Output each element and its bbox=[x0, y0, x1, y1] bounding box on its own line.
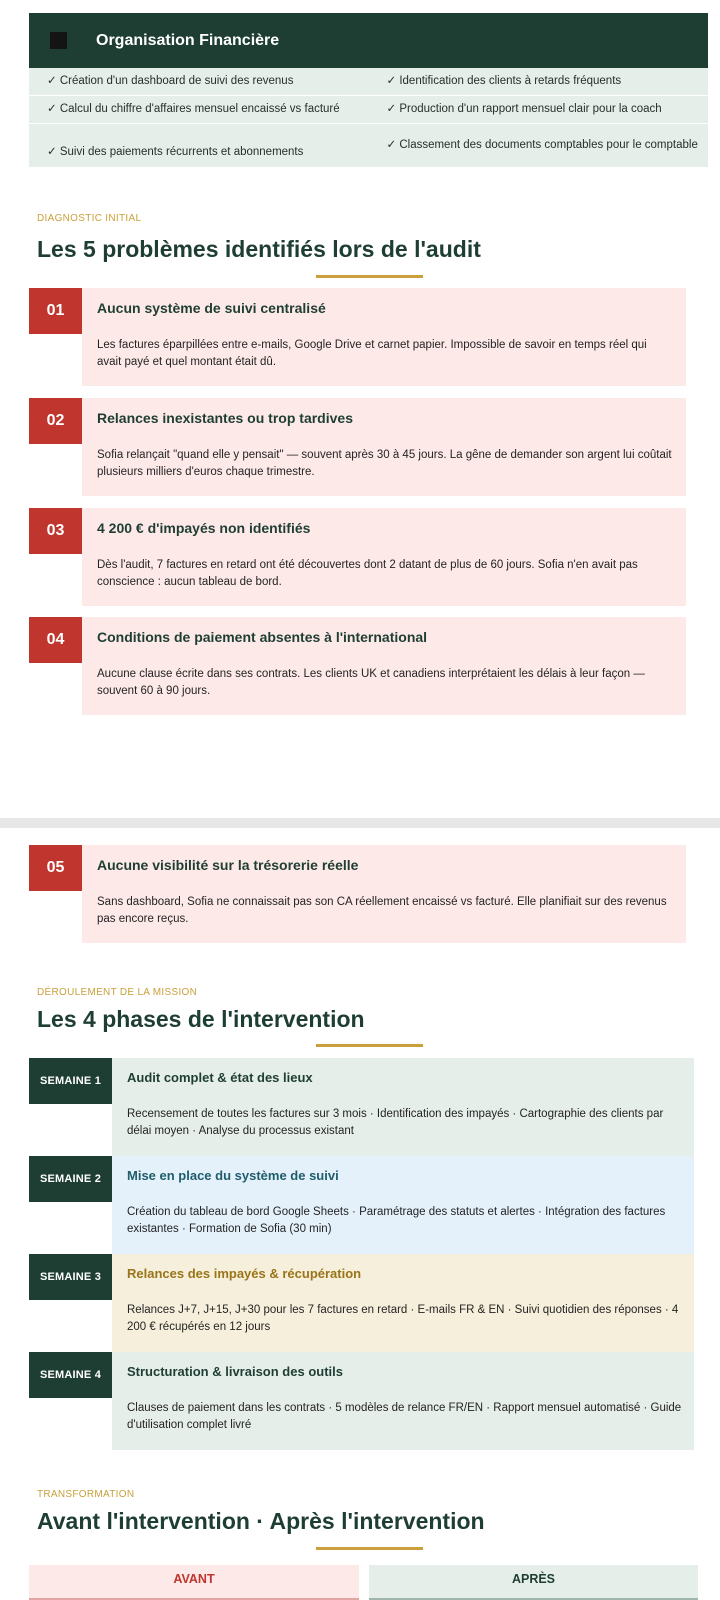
problem-number: 01 bbox=[29, 288, 82, 334]
financial-table-row bbox=[29, 68, 708, 96]
problem-title: Aucune visibilité sur la trésorerie réelle bbox=[97, 857, 359, 873]
financial-item: ✓ Calcul du chiffre d'affaires mensuel encaissé vs facturé bbox=[47, 103, 340, 116]
problem-card-02 bbox=[29, 398, 686, 496]
problem-description: Sans dashboard, Sofia ne connaissait pas son CA réellement encaissé vs facturé. Elle planifiait sur des revenus pas encore reçus. bbox=[97, 896, 667, 926]
problem-body bbox=[82, 398, 686, 496]
problem-description: Les factures éparpillées entre e-mails, Google Drive et carnet papier. Impossible de savoir en temps réel qui avait payé et quel montant était dû. bbox=[97, 339, 647, 369]
mission-eyebrow: DÉROULEMENT DE LA MISSION bbox=[37, 987, 198, 998]
phase-body bbox=[112, 1156, 694, 1254]
before-column bbox=[29, 1565, 359, 1600]
transformation-eyebrow: TRANSFORMATION bbox=[37, 1489, 135, 1500]
after-label: APRÈS bbox=[511, 1572, 556, 1586]
problem-body bbox=[82, 508, 686, 606]
transformation-heading: Avant l'intervention · Après l'intervention bbox=[37, 1508, 485, 1534]
problem-number: 04 bbox=[29, 617, 82, 663]
phase-title: Mise en place du système de suivi bbox=[127, 1168, 339, 1183]
phase-description: Clauses de paiement dans les contrats · 5 modèles de relance FR/EN · Rapport mensuel automatisé · Guide d'utilisation complet livré bbox=[127, 1402, 682, 1432]
phase-title: Relances des impayés & récupération bbox=[127, 1266, 362, 1281]
problem-body bbox=[82, 617, 686, 715]
financial-table-row bbox=[29, 124, 708, 168]
problem-title: Relances inexistantes ou trop tardives bbox=[97, 410, 353, 426]
phase-card-week-4 bbox=[29, 1352, 694, 1450]
financial-item: ✓ Production d'un rapport mensuel clair pour la coach bbox=[386, 103, 662, 116]
square-bullet-icon bbox=[50, 32, 67, 49]
financial-table-row bbox=[29, 96, 708, 124]
phase-card-week-2 bbox=[29, 1156, 694, 1254]
financial-item: ✓ Identification des clients à retards fréquents bbox=[386, 75, 622, 88]
problem-description: Sofia relançait "quand elle y pensait" — souvent après 30 à 45 jours. La gêne de demander son argent lui coûtait plusieurs milliers d'euros chaque trimestre. bbox=[97, 449, 672, 479]
phase-description: Création du tableau de bord Google Sheets · Paramétrage des statuts et alertes · Intégration des factures existantes · Formation de Sofia (30 min) bbox=[127, 1206, 666, 1236]
phase-week-label: SEMAINE 1 bbox=[29, 1058, 112, 1104]
diagnostic-heading: Les 5 problèmes identifiés lors de l'audit bbox=[37, 236, 481, 262]
problem-description: Dès l'audit, 7 factures en retard ont été découvertes dont 2 datant de plus de 60 jours. Sofia n'en avait pas conscience : aucun tableau de bord. bbox=[97, 559, 638, 589]
problem-number: 03 bbox=[29, 508, 82, 554]
phase-body bbox=[112, 1254, 694, 1352]
financial-table-title: Organisation Financière bbox=[96, 31, 280, 49]
financial-item: ✓ Création d'un dashboard de suivi des revenus bbox=[47, 75, 294, 88]
heading-underline bbox=[316, 1547, 423, 1550]
phase-title: Audit complet & état des lieux bbox=[127, 1070, 313, 1085]
heading-underline bbox=[316, 1044, 423, 1047]
problem-card-03 bbox=[29, 508, 686, 606]
diagnostic-eyebrow: DIAGNOSTIC INITIAL bbox=[37, 213, 142, 224]
before-label: AVANT bbox=[173, 1572, 215, 1586]
problem-card-05 bbox=[29, 845, 686, 943]
phase-week-label: SEMAINE 4 bbox=[29, 1352, 112, 1398]
mission-heading: Les 4 phases de l'intervention bbox=[37, 1006, 365, 1032]
phase-card-week-3 bbox=[29, 1254, 694, 1352]
financial-organisation-table bbox=[29, 13, 708, 168]
phase-week-label: SEMAINE 2 bbox=[29, 1156, 112, 1202]
problem-description: Aucune clause écrite dans ses contrats. Les clients UK et canadiens interprétaient les délais à leur façon — souvent 60 à 90 jours. bbox=[97, 668, 645, 698]
financial-item: ✓ Suivi des paiements récurrents et abonnements bbox=[47, 146, 304, 159]
phase-description: Relances J+7, J+15, J+30 pour les 7 factures en retard · E-mails FR & EN · Suivi quotidien des réponses · 4 200 € récupérés en 12 jours bbox=[127, 1304, 679, 1334]
problem-card-04 bbox=[29, 617, 686, 715]
financial-item: ✓ Classement des documents comptables pour le comptable bbox=[386, 139, 698, 152]
problem-body bbox=[82, 845, 686, 943]
problem-number: 05 bbox=[29, 845, 82, 891]
problem-title: Conditions de paiement absentes à l'international bbox=[97, 629, 428, 645]
phase-body bbox=[112, 1352, 694, 1450]
phase-body bbox=[112, 1058, 694, 1156]
phase-week-label: SEMAINE 3 bbox=[29, 1254, 112, 1300]
heading-underline bbox=[316, 275, 423, 278]
financial-table-header bbox=[29, 13, 708, 68]
problem-body bbox=[82, 288, 686, 386]
phase-card-week-1 bbox=[29, 1058, 694, 1156]
problem-title: 4 200 € d'impayés non identifiés bbox=[97, 520, 311, 536]
problem-number: 02 bbox=[29, 398, 82, 444]
after-column bbox=[369, 1565, 698, 1600]
phase-description: Recensement de toutes les factures sur 3 mois · Identification des impayés · Cartographie des clients par délai moyen · Analyse du processus existant bbox=[127, 1108, 664, 1138]
phase-title: Structuration & livraison des outils bbox=[127, 1364, 343, 1379]
problem-title: Aucun système de suivi centralisé bbox=[97, 300, 326, 316]
problem-card-01 bbox=[29, 288, 686, 386]
